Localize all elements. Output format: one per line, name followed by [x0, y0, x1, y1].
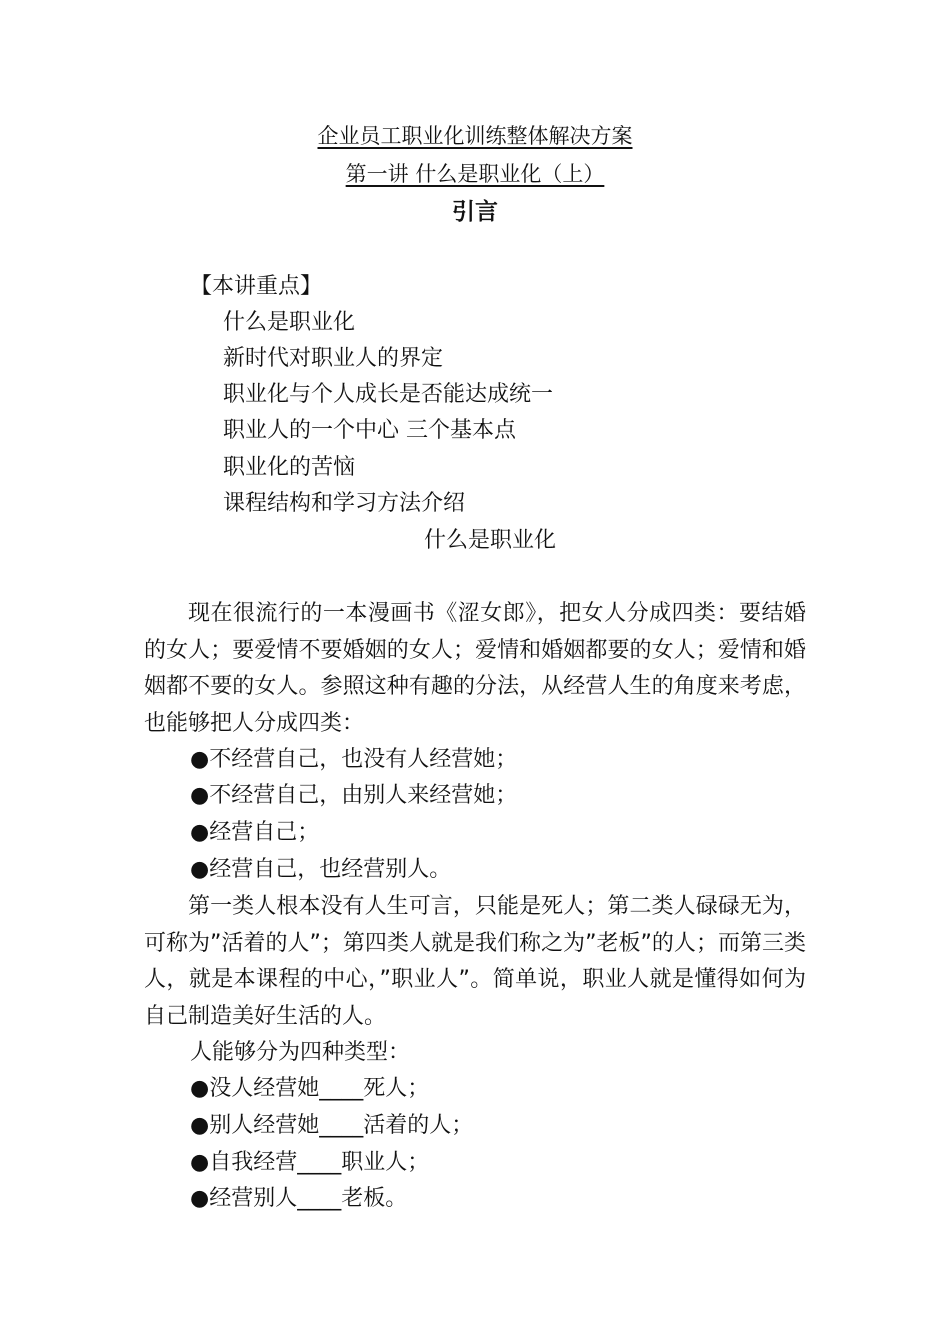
key-point-item: 职业化的苦恼 [223, 455, 356, 480]
lecture-title-text: 第一讲 什么是职业化（上） [345, 162, 605, 186]
explanation-paragraph: 第一类人根本没有人生可言，只能是死人；第二类人碌碌无为，可称为”活着的人”；第四类人就是我们称之为”老板”的人；而第三类人，就是本课程的中心，”职业人”。简单说，职业人就是懂得如何为自己制造美好生活的人。 [144, 894, 806, 1029]
list-item: ●不经营自己，由别人来经营她； [190, 783, 518, 808]
list-item: ●自我经营____职业人； [190, 1150, 430, 1175]
summary-intro: 人能够分为四种类型： [190, 1040, 411, 1065]
key-points-heading: 【本讲重点】 [190, 274, 323, 299]
list-item: ●别人经营她____活着的人； [190, 1113, 474, 1138]
section-title: 引言 [452, 199, 498, 225]
list-item: ●不经营自己，也没有人经营她； [190, 747, 518, 772]
key-point-item: 职业化与个人成长是否能达成统一 [223, 382, 554, 407]
document-title [0, 122, 950, 150]
lecture-title [0, 160, 950, 188]
intro-paragraph: 现在很流行的一本漫画书《涩女郎》，把女人分成四类：要结婚的女人；要爱情不要婚姻的女人；爱情和婚姻都要的女人；爱情和婚姻都不要的女人。参照这种有趣的分法，从经营人生的角度来考虑，也能够把人分成四类： [144, 601, 806, 736]
list-item: ●经营别人____老板。 [190, 1186, 408, 1211]
key-point-item: 职业人的一个中心 三个基本点 [223, 418, 516, 443]
list-item: ●经营自己； [190, 820, 320, 845]
document-title-text: 企业员工职业化训练整体解决方案 [317, 124, 633, 148]
key-point-item: 新时代对职业人的界定 [223, 346, 444, 371]
list-item: ●经营自己，也经营别人。 [190, 857, 452, 882]
subheading: 什么是职业化 [424, 528, 557, 553]
key-point-item: 什么是职业化 [223, 310, 356, 335]
list-item: ●没人经营她____死人； [190, 1076, 430, 1101]
key-point-item: 课程结构和学习方法介绍 [223, 491, 466, 516]
